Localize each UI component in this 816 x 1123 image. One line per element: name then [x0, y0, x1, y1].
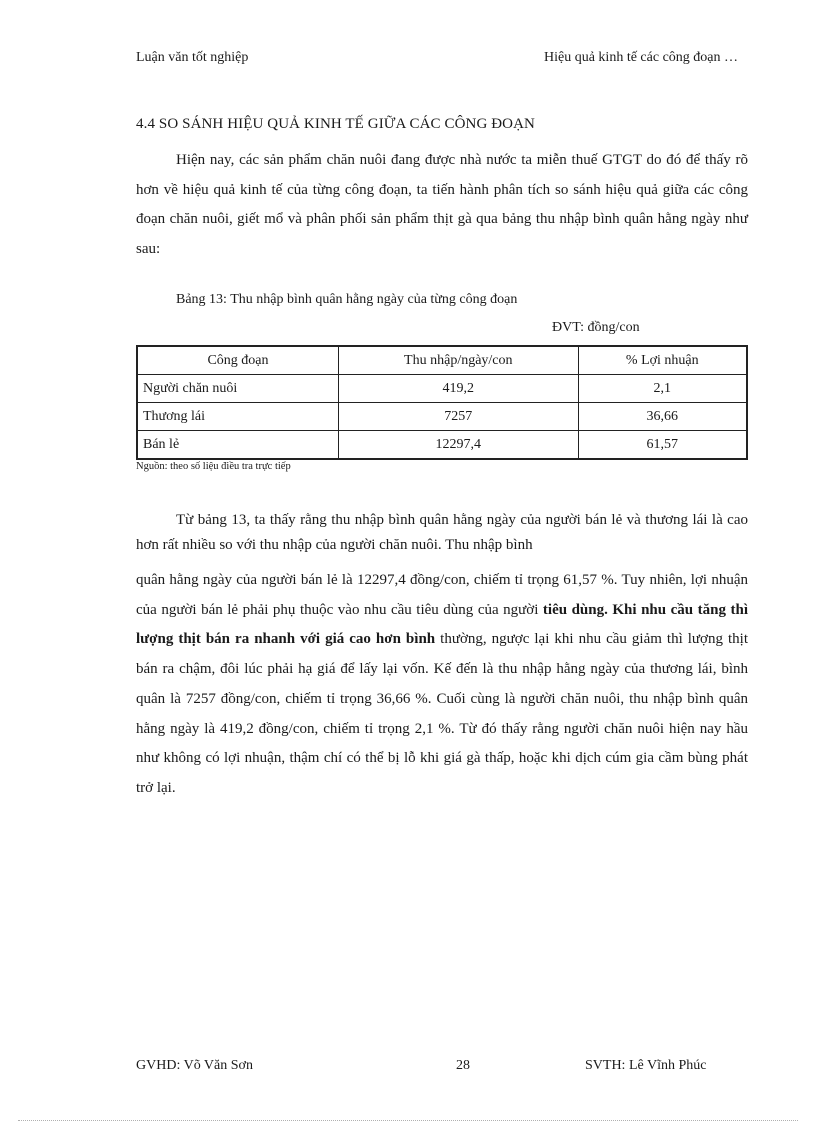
page-bottom-divider — [18, 1120, 798, 1121]
footer-student: SVTH: Lê Vĩnh Phúc — [585, 1058, 707, 1073]
table-unit: ĐVT: đồng/con — [552, 320, 640, 335]
table-source-note: Nguồn: theo số liệu điều tra trực tiếp — [136, 461, 291, 472]
income-table — [136, 345, 748, 460]
table-row — [137, 375, 747, 403]
intro-paragraph: Hiện nay, các sản phẩm chăn nuôi đang được nhà nước ta miễn thuế GTGT do đó để thấy rõ hơn về hiệu quả kinh tế của từng công đoạn, ta tiến hành phân tích so sánh hiệu quả giữa các công đoạn chăn nuôi, giết mổ và phân phối sản phẩm thịt gà qua bảng thu nhập bình quân hằng ngày như sau: — [136, 152, 748, 257]
cell-profit: 36,66 — [578, 403, 747, 431]
table-header-row — [137, 346, 747, 375]
cell-income: 419,2 — [339, 375, 579, 403]
header-right: Hiệu quả kinh tế các công đoạn … — [544, 50, 738, 65]
table-row — [137, 431, 747, 460]
column-header-profit: % Lợi nhuận — [578, 346, 747, 375]
cell-stage: Thương lái — [137, 403, 339, 431]
table-caption: Bảng 13: Thu nhập bình quân hằng ngày của từng công đoạn — [176, 292, 518, 307]
column-header-stage: Công đoạn — [137, 346, 339, 375]
analysis-text-after-bold: thường, ngược lại khi nhu cầu giảm thì lượng thịt bán ra chậm, đôi lúc phải hạ giá để lấy lại vốn. Kế đến là thu nhập hằng ngày của thương lái, bình quân là 7257 đồng/con, chiếm tỉ trọng 36,66 %. Cuối cùng là người chăn nuôi, thu nhập bình quân hằng ngày là 419,2 đồng/con, chiếm tỉ trọng 2,1 %. Từ đó thấy rằng người chăn nuôi hiện nay hầu như không có lợi nhuận, thậm chí có thể bị lỗ khi giá gà thấp, hoặc khi dịch cúm gia cầm bùng phát trở lại. — [136, 631, 749, 796]
cell-profit: 2,1 — [578, 375, 747, 403]
analysis-text-before-bold: quân hằng ngày của người bán lẻ là 12297,4 đồng/con, chiếm tỉ trọng 61,57 %. Tuy nhiên, lợi nhuận của người bán lẻ phải phụ thuộc vào nhu cầu tiêu dùng của người — [136, 572, 748, 618]
analysis-paragraph-1: Từ bảng 13, ta thấy rằng thu nhập bình quân hằng ngày của người bán lẻ và thương lái là cao hơn rất nhiều so với thu nhập của người chăn nuôi. Thu nhập bình — [136, 512, 748, 553]
cell-stage: Bán lẻ — [137, 431, 339, 460]
cell-stage: Người chăn nuôi — [137, 375, 339, 403]
cell-profit: 61,57 — [578, 431, 747, 460]
section-title: 4.4 SO SÁNH HIỆU QUẢ KINH TẾ GIỮA CÁC CÔNG ĐOẠN — [136, 116, 535, 132]
page-number: 28 — [456, 1058, 470, 1073]
column-header-income: Thu nhập/ngày/con — [339, 346, 579, 375]
cell-income: 7257 — [339, 403, 579, 431]
analysis-paragraph-2 — [136, 566, 748, 804]
header-left: Luận văn tốt nghiệp — [136, 50, 249, 65]
cell-income: 12297,4 — [339, 431, 579, 460]
analysis-bold-text: tiêu dùng. Khi nhu cầu tăng thì lượng thịt bán ra nhanh với giá cao hơn bình — [136, 601, 748, 648]
table-row — [137, 403, 747, 431]
footer-advisor: GVHD: Võ Văn Sơn — [136, 1058, 253, 1073]
